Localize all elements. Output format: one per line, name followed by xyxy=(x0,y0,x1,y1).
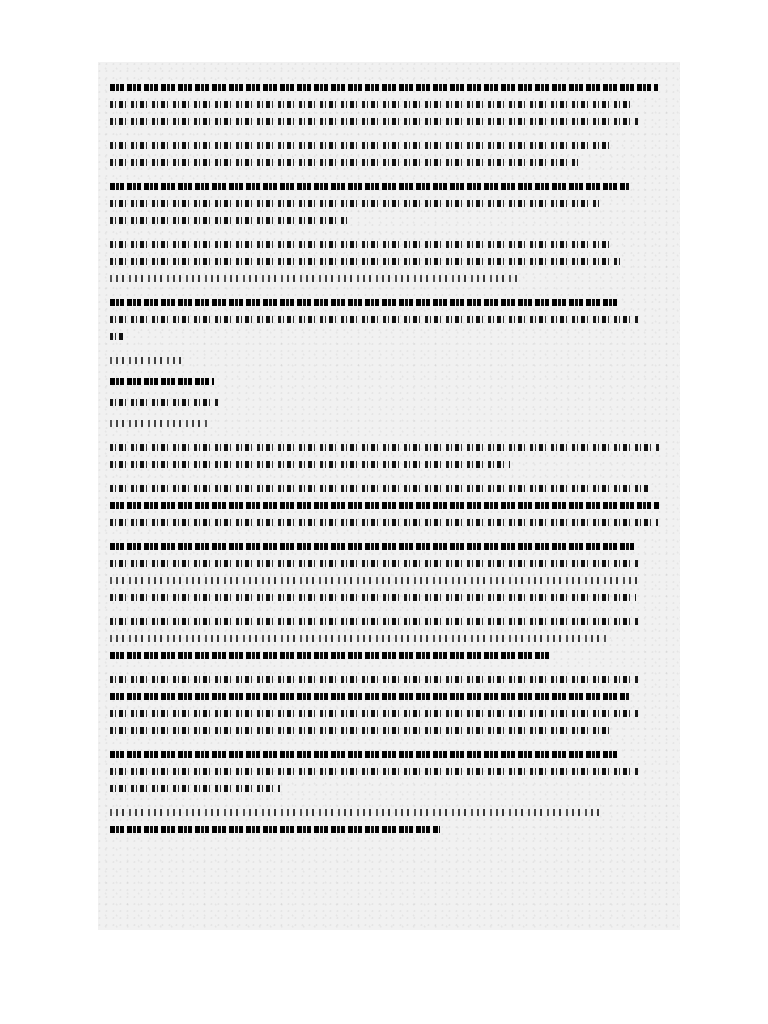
text-line xyxy=(110,329,124,343)
paragraph xyxy=(110,179,666,227)
text-line xyxy=(110,614,638,628)
text-line xyxy=(110,97,630,111)
text-line xyxy=(110,80,658,94)
text-line xyxy=(110,573,638,587)
text-line xyxy=(110,254,620,268)
text-line xyxy=(110,764,640,778)
text-line xyxy=(110,706,640,720)
paragraph xyxy=(110,440,666,471)
paragraph xyxy=(110,80,666,128)
paragraph xyxy=(110,237,666,285)
paragraph xyxy=(110,672,666,737)
text-line xyxy=(110,138,610,152)
paragraph xyxy=(110,416,666,430)
text-line xyxy=(110,312,638,326)
paragraph xyxy=(110,374,666,388)
text-line xyxy=(110,295,620,309)
paragraph xyxy=(110,481,666,529)
scanned-page xyxy=(98,62,680,930)
text-line xyxy=(110,672,638,686)
text-line xyxy=(110,237,610,251)
text-line xyxy=(110,747,620,761)
text-line xyxy=(110,556,640,570)
text-line xyxy=(110,114,640,128)
paragraph xyxy=(110,353,666,367)
paragraph xyxy=(110,138,666,169)
text-line xyxy=(110,515,658,529)
text-line xyxy=(110,781,280,795)
text-line xyxy=(110,353,182,367)
text-line xyxy=(110,271,520,285)
text-body xyxy=(110,80,666,846)
text-line xyxy=(110,440,660,454)
text-line xyxy=(110,196,600,210)
text-line xyxy=(110,395,220,409)
paragraph xyxy=(110,614,666,662)
text-line xyxy=(110,213,350,227)
text-line xyxy=(110,648,550,662)
text-line xyxy=(110,498,660,512)
text-line xyxy=(110,689,630,703)
text-line xyxy=(110,457,510,471)
text-line xyxy=(110,631,610,645)
text-line xyxy=(110,723,610,737)
text-line xyxy=(110,155,580,169)
text-line xyxy=(110,590,636,604)
paragraph xyxy=(110,539,666,604)
paragraph xyxy=(110,395,666,409)
paragraph xyxy=(110,295,666,343)
text-line xyxy=(110,179,630,193)
text-line xyxy=(110,539,634,553)
text-line xyxy=(110,481,650,495)
text-line xyxy=(110,416,208,430)
text-line xyxy=(110,822,440,836)
text-line xyxy=(110,374,214,388)
paragraph xyxy=(110,747,666,795)
paragraph xyxy=(110,805,666,836)
text-line xyxy=(110,805,600,819)
